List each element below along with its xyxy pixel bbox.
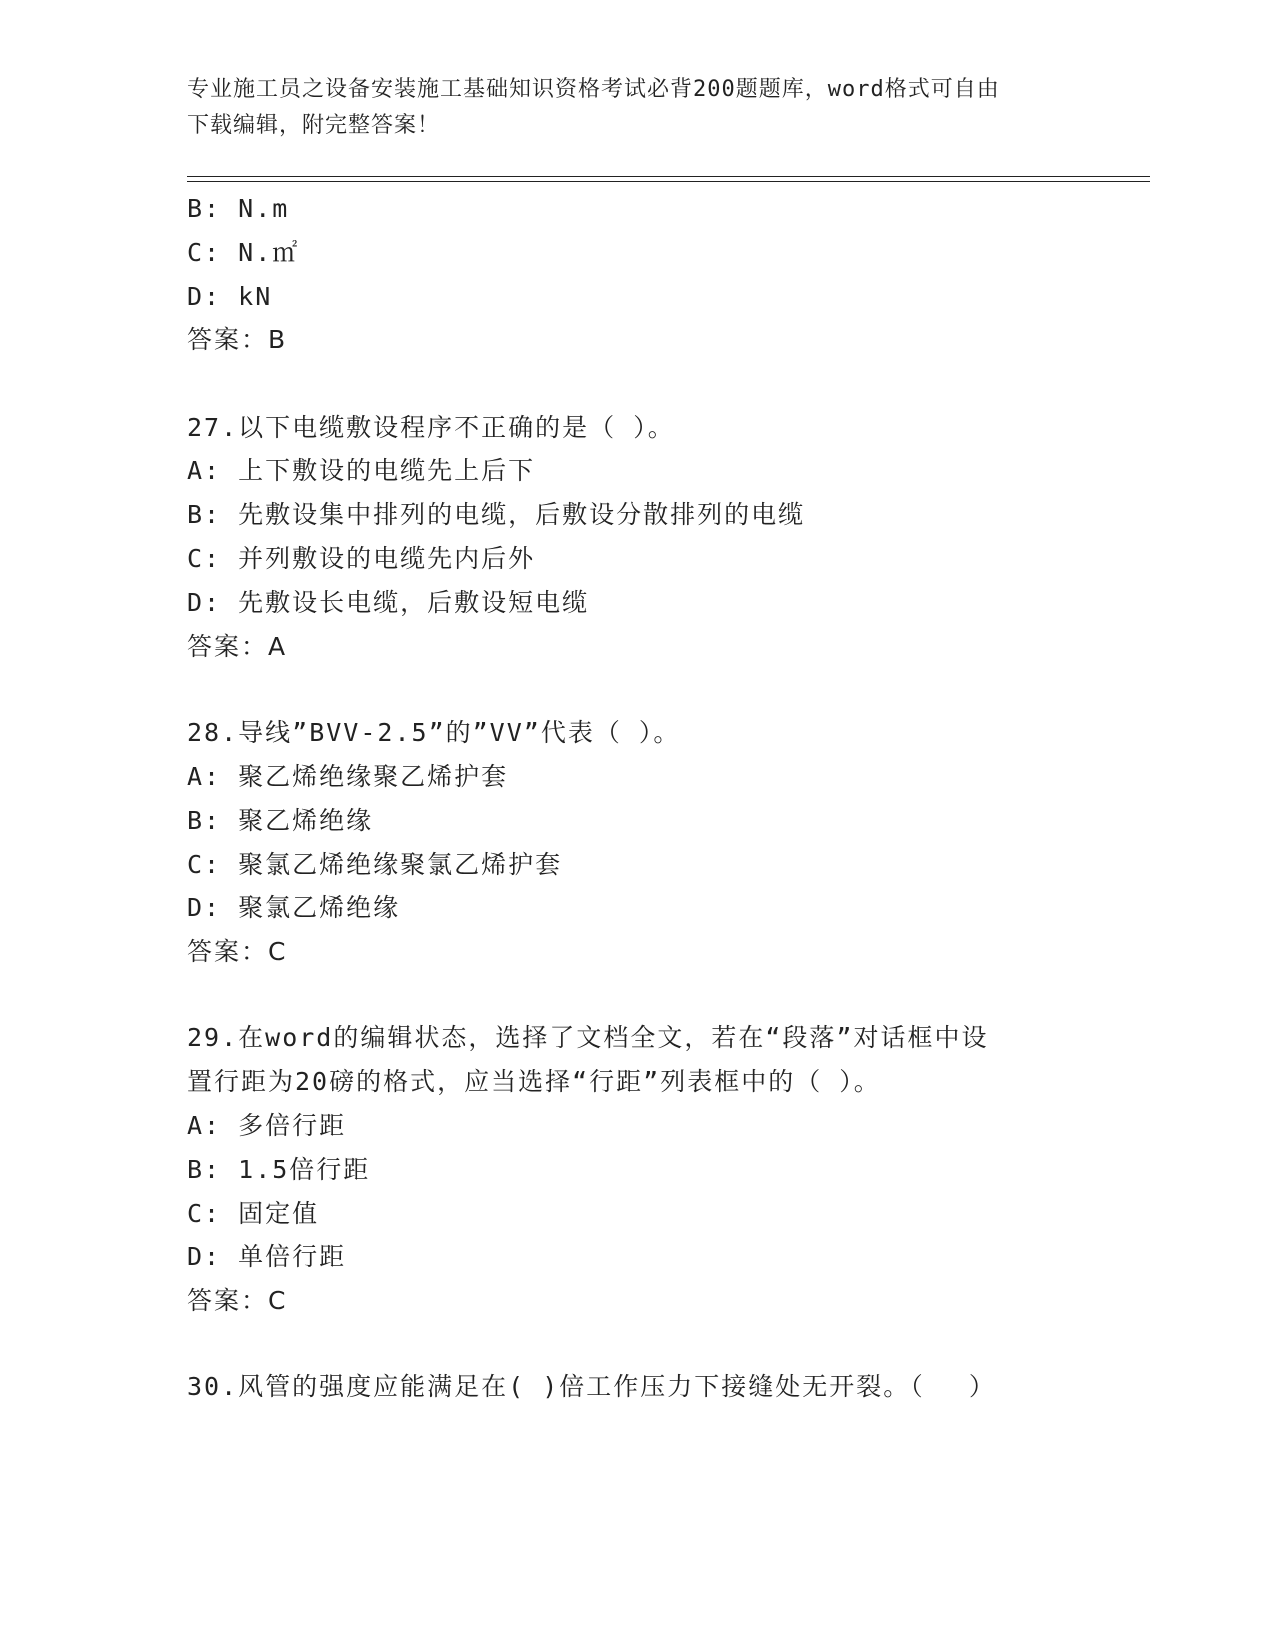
document-header <box>187 72 1087 144</box>
q29-option-a: A: 多倍行距 <box>187 1111 347 1140</box>
q27-option-d: D: 先敷设长电缆，后敷设短电缆 <box>187 588 590 617</box>
q28-option-d: D: 聚氯乙烯绝缘 <box>187 893 401 922</box>
q28-option-b: B: 聚乙烯绝缘 <box>187 806 374 835</box>
q27-option-c: C: 并列敷设的电缆先内后外 <box>187 544 536 573</box>
q28-answer: 答案：C <box>187 937 288 966</box>
header-divider-bottom <box>187 181 1150 182</box>
q30-question: 30.风管的强度应能满足在( )倍工作压力下接缝处无开裂。（ ） <box>187 1372 996 1401</box>
q26-option-b: B: N.m <box>187 194 290 223</box>
q28-option-a: A: 聚乙烯绝缘聚乙烯护套 <box>187 762 509 791</box>
q29-question-line-1: 29.在word的编辑状态，选择了文档全文，若在“段落”对话框中设 <box>187 1023 989 1052</box>
q29-option-b: B: 1.5倍行距 <box>187 1155 371 1184</box>
q29-option-d: D: 单倍行距 <box>187 1242 347 1271</box>
q26-answer: 答案：B <box>187 325 288 354</box>
q28-option-c: C: 聚氯乙烯绝缘聚氯乙烯护套 <box>187 850 563 879</box>
q26-option-c: C: N.㎡ <box>187 238 300 267</box>
header-line-2: 下载编辑，附完整答案！ <box>187 113 441 138</box>
q27-question: 27.以下电缆敷设程序不正确的是（ ）。 <box>187 413 675 442</box>
header-divider-top <box>187 176 1150 177</box>
q29-answer: 答案：C <box>187 1286 288 1315</box>
q26-option-d: D: kN <box>187 282 273 311</box>
header-line-1: 专业施工员之设备安装施工基础知识资格考试必背200题题库，word格式可自由 <box>187 77 1000 102</box>
q27-option-b: B: 先敷设集中排列的电缆，后敷设分散排列的电缆 <box>187 500 806 529</box>
q27-option-a: A: 上下敷设的电缆先上后下 <box>187 456 536 485</box>
q29-option-c: C: 固定值 <box>187 1199 320 1228</box>
q29-question-line-2: 置行距为20磅的格式，应当选择“行距”列表框中的（ ）。 <box>187 1067 881 1096</box>
q28-question: 28.导线”BVV-2.5”的”VV”代表（ ）。 <box>187 718 681 747</box>
q27-answer: 答案：A <box>187 632 288 661</box>
